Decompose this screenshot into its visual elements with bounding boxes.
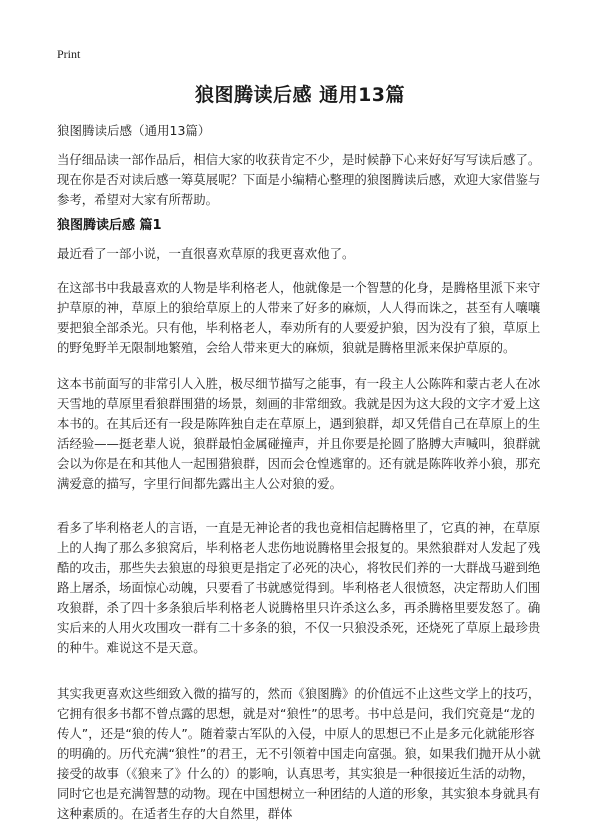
print-link[interactable]: Print xyxy=(57,47,81,61)
section-heading: 狼图腾读后感 篇1 xyxy=(57,218,162,233)
page-title: 狼图腾读后感 通用13篇 xyxy=(194,84,406,106)
body-paragraph-2: 在这部书中我最喜欢的人物是毕利格老人，他就像是一个智慧的化身，是腾格里派下来守护草原的神，草原上的狼给草原上的人带来了好多的麻烦，人人得而诛之，甚至有人嚷嚷要把狼全部杀光。只有他，毕利格老人，奉劝所有的人要爱护狼，因为没有了狼，草原上的野兔野羊无限制地繁殖，会给人带来更大的麻烦，狼就是腾格里派来保护草原的。 xyxy=(57,280,541,355)
body-paragraph-1: 最近看了一部小说，一直很喜欢草原的我更喜欢他了。 xyxy=(57,246,355,261)
intro-paragraph: 当仔细品读一部作品后，相信大家的收获肯定不少，是时候静下心来好好写写读后感了。现在你是否对读后感一筹莫展呢？下面是小编精心整理的狼图腾读后感，欢迎大家借鉴与参考，希望对大家有所帮助。 xyxy=(57,152,541,207)
body-paragraph-5: 其实我更喜欢这些细致入微的描写的，然而《狼图腾》的价值远不止这些文学上的技巧，它拥有很多书都不曾点露的思想，就是对“狼性”的思考。书中总是问，我们究竟是“龙的传人”，还是“狼的传人”。随着蒙古军队的入侵，中原人的思想已不止是多元化就能形容的明确的。历代充满“狼性”的君王，无不引领着中国走向富强。狼，如果我们抛开从小就接受的故事（《狼来了》什么的）的影响，认真思考，其实狼是一种很接近生活的动物，同时它也是充满智慧的动物。现在中国想树立一种团结的人道的形象，其实狼本身就具有这种素质的。在适者生存的大自然里，群体 xyxy=(57,686,541,821)
document-subtitle: 狼图腾读后感（通用13篇） xyxy=(57,123,211,138)
body-paragraph-4: 看多了毕利格老人的言语，一直是无神论者的我也竟相信起腾格里了，它真的神，在草原上的人掏了那么多狼窝后，毕利格老人悲伤地说腾格里会报复的。果然狼群对人发起了残酷的攻击，那些失去狼崽的母狼更是指定了必死的决心，将牧民们养的一大群战马避到绝路上屠杀，场面惊心动魄，只要看了书就感觉得到。毕利格老人很愤怒，决定帮助人们围攻狼群，杀了四十多条狼后毕利格老人说腾格里只许杀这么多，再杀腾格里要发怒了。确实后来的人用火攻围攻一群有二十多条的狼，不仅一只狼没杀死，还烧死了草原上最珍贵的种牛。难说这不是天意。 xyxy=(57,520,541,655)
body-paragraph-3: 这本书前面写的非常引人入胜，极尽细节描写之能事，有一段主人公陈阵和蒙古老人在冰天雪地的草原里看狼群围猎的场景，刻画的非常细致。我就是因为这大段的文字才爱上这本书的。在其后还有一段是陈阵独自走在草原上，遇到狼群，却又凭借自己在草原上的生活经验——挺老辈人说，狼群最怕金属碰撞声，并且你要是抡圆了胳膊大声喊叫，狼群就会以为你是在和其他人一起围猎狼群，因而会仓惶逃窜的。还有就是陈阵收养小狼，那充满爱意的描写，字里行间都先露出主人公对狼的爱。 xyxy=(57,376,541,491)
